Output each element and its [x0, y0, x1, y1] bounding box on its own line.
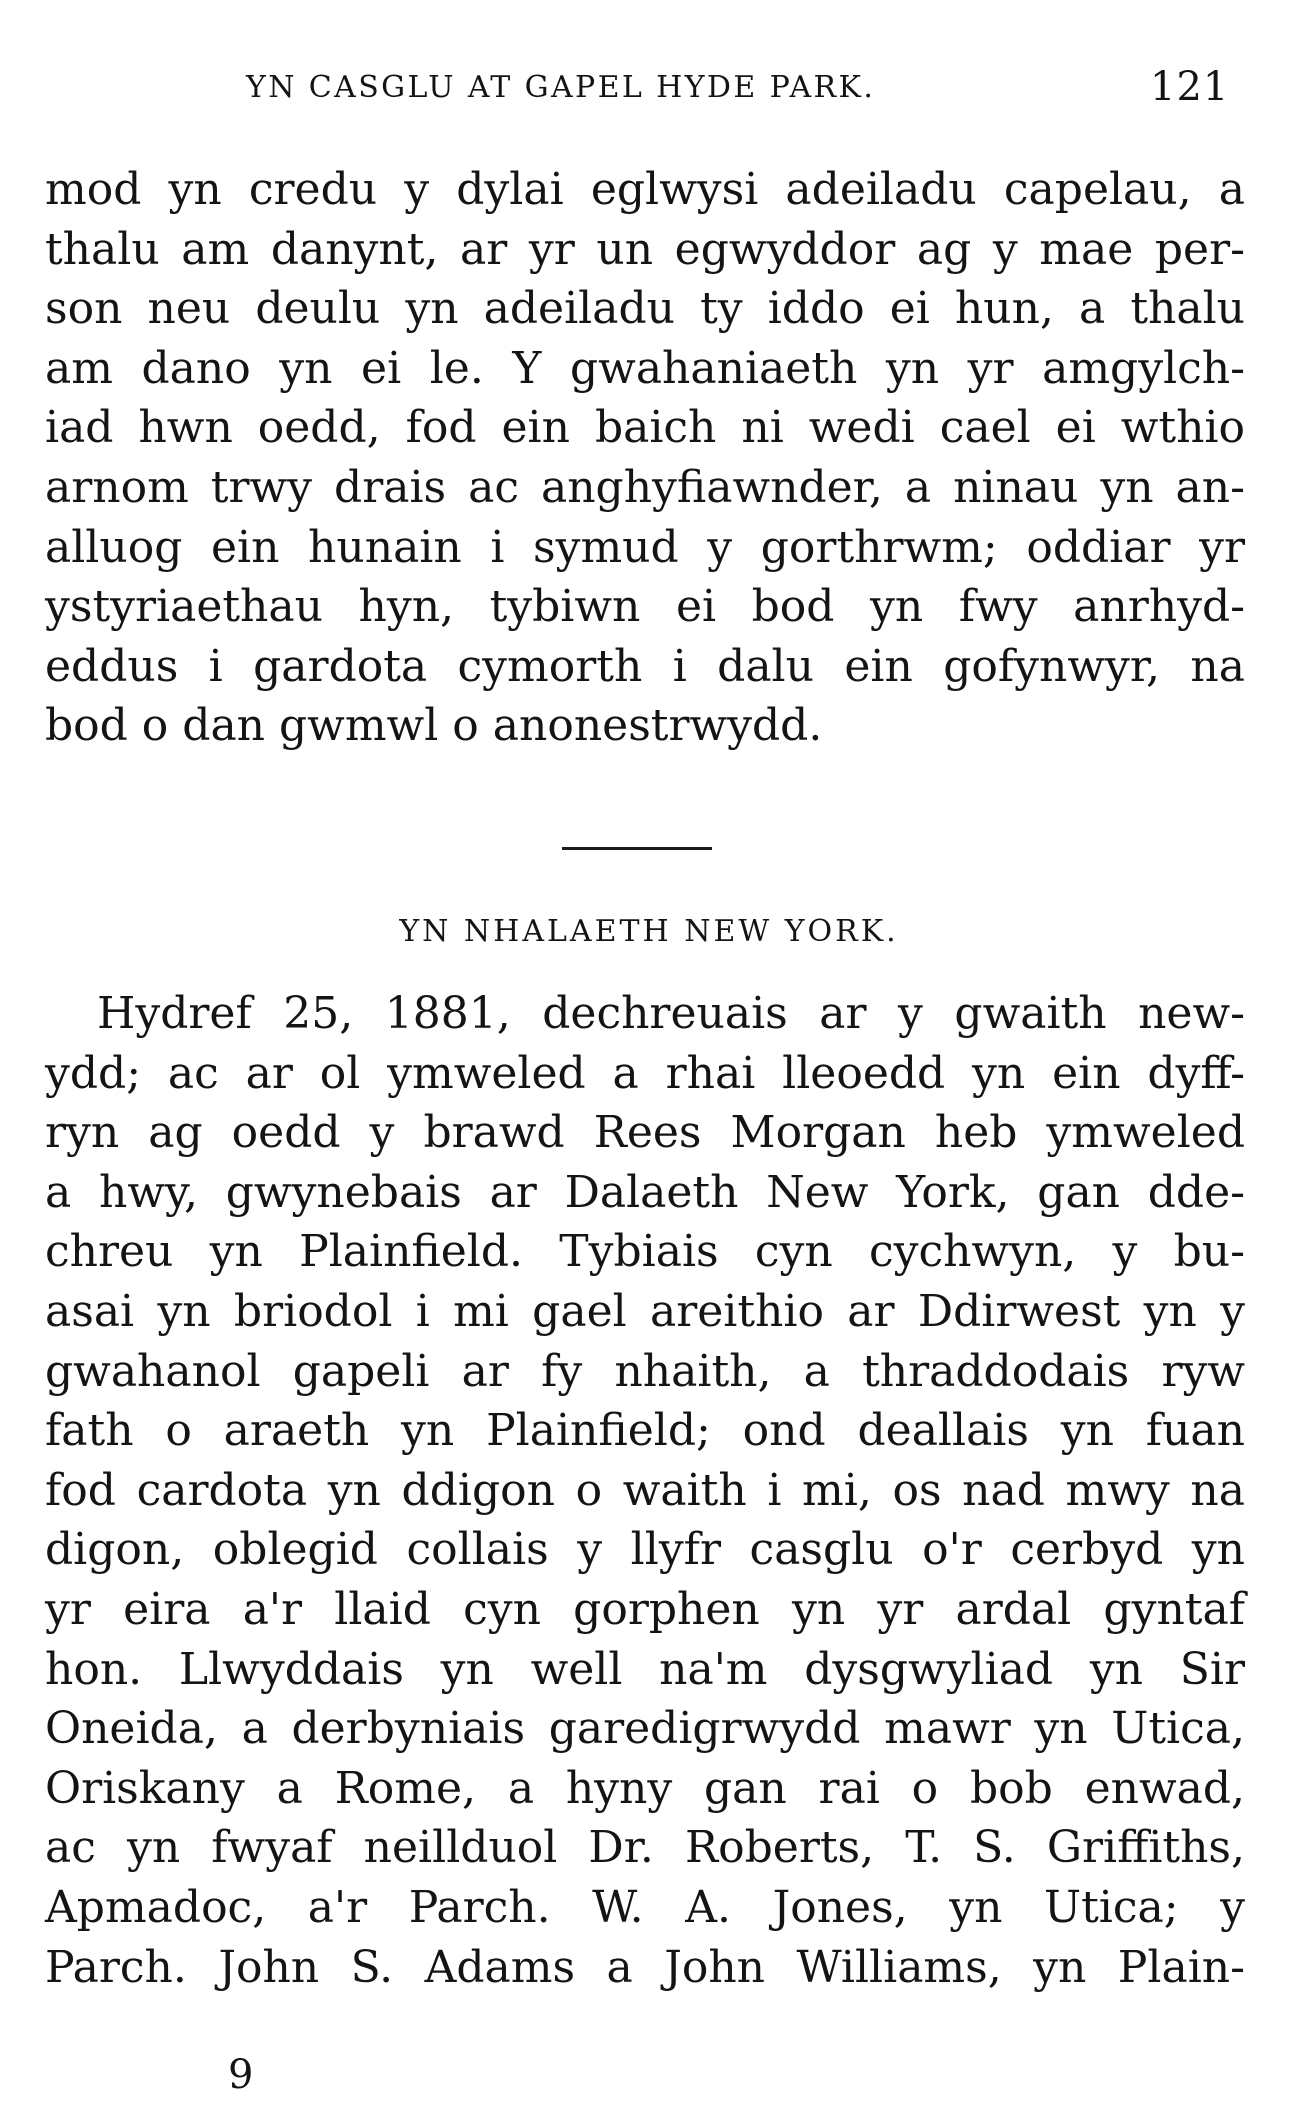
running-head: [0, 64, 1298, 114]
text-line: fath o araeth yn Plainfield; ond deallais yn fuan: [45, 1405, 1245, 1457]
text-line: am dano yn ei le. Y gwahaniaeth yn yr amgylch-: [45, 342, 1245, 394]
text-line: iad hwn oedd, fod ein baich ni wedi cael ei wthio: [45, 402, 1245, 454]
text-line: ac yn fwyaf neillduol Dr. Roberts, T. S. Griffiths,: [45, 1822, 1245, 1874]
page-number: 121: [1150, 64, 1230, 110]
text-line: Parch. John S. Adams a John Williams, yn Plain-: [45, 1941, 1245, 1993]
text-line: yr eira a'r llaid cyn gorphen yn yr ardal gyntaf: [45, 1583, 1245, 1635]
text-line: arnom trwy drais ac anghyfiawnder, a ninau yn an-: [45, 461, 1245, 513]
text-line: Oriskany a Rome, a hyny gan rai o bob enwad,: [45, 1762, 1245, 1814]
paragraph-new-york: [45, 984, 1245, 1997]
text-line: chreu yn Plainfield. Tybiais cyn cychwyn, y bu-: [45, 1226, 1245, 1278]
text-line: gwahanol gapeli ar fy nhaith, a thraddodais ryw: [45, 1345, 1245, 1397]
text-line: ryn ag oedd y brawd Rees Morgan heb ymweled: [45, 1107, 1245, 1159]
text-line: alluog ein hunain i symud y gorthrwm; oddiar yr: [45, 521, 1245, 573]
text-line: bod o dan gwmwl o anonestrwydd.: [45, 700, 823, 752]
paragraph-continued: [45, 160, 1245, 756]
text-line: a hwy, gwynebais ar Dalaeth New York, gan dde-: [45, 1166, 1245, 1218]
text-line: son neu deulu yn adeiladu ty iddo ei hun, a thalu: [45, 283, 1245, 335]
section-heading: YN NHALAETH NEW YORK.: [399, 914, 899, 949]
section-divider: [562, 847, 712, 850]
text-line: hon. Llwyddais yn well na'm dysgwyliad yn Sir: [45, 1643, 1245, 1695]
text-line: eddus i gardota cymorth i dalu ein gofynwyr, na: [45, 640, 1245, 692]
text-line: Apmadoc, a'r Parch. W. A. Jones, yn Utica; y: [45, 1881, 1245, 1933]
text-line: mod yn credu y dylai eglwysi adeiladu capelau, a: [45, 164, 1245, 215]
text-line: Hydref 25, 1881, dechreuais ar y gwaith new-: [97, 988, 1245, 1039]
signature-mark: 9: [228, 2052, 254, 2098]
text-line: ystyriaethau hyn, tybiwn ei bod yn fwy anrhyd-: [45, 581, 1245, 633]
text-line: asai yn briodol i mi gael areithio ar Ddirwest yn y: [45, 1285, 1245, 1337]
text-line: ydd; ac ar ol ymweled a rhai lleoedd yn ein dyff-: [45, 1047, 1245, 1099]
text-line: digon, oblegid collais y llyfr casglu o'r cerbyd yn: [45, 1524, 1245, 1576]
running-title: YN CASGLU AT GAPEL HYDE PARK.: [246, 70, 876, 105]
text-line: fod cardota yn ddigon o waith i mi, os nad mwy na: [45, 1464, 1245, 1516]
text-line: Oneida, a derbyniais garedigrwydd mawr yn Utica,: [45, 1703, 1245, 1755]
text-line: thalu am danynt, ar yr un egwyddor ag y mae per-: [45, 223, 1245, 275]
